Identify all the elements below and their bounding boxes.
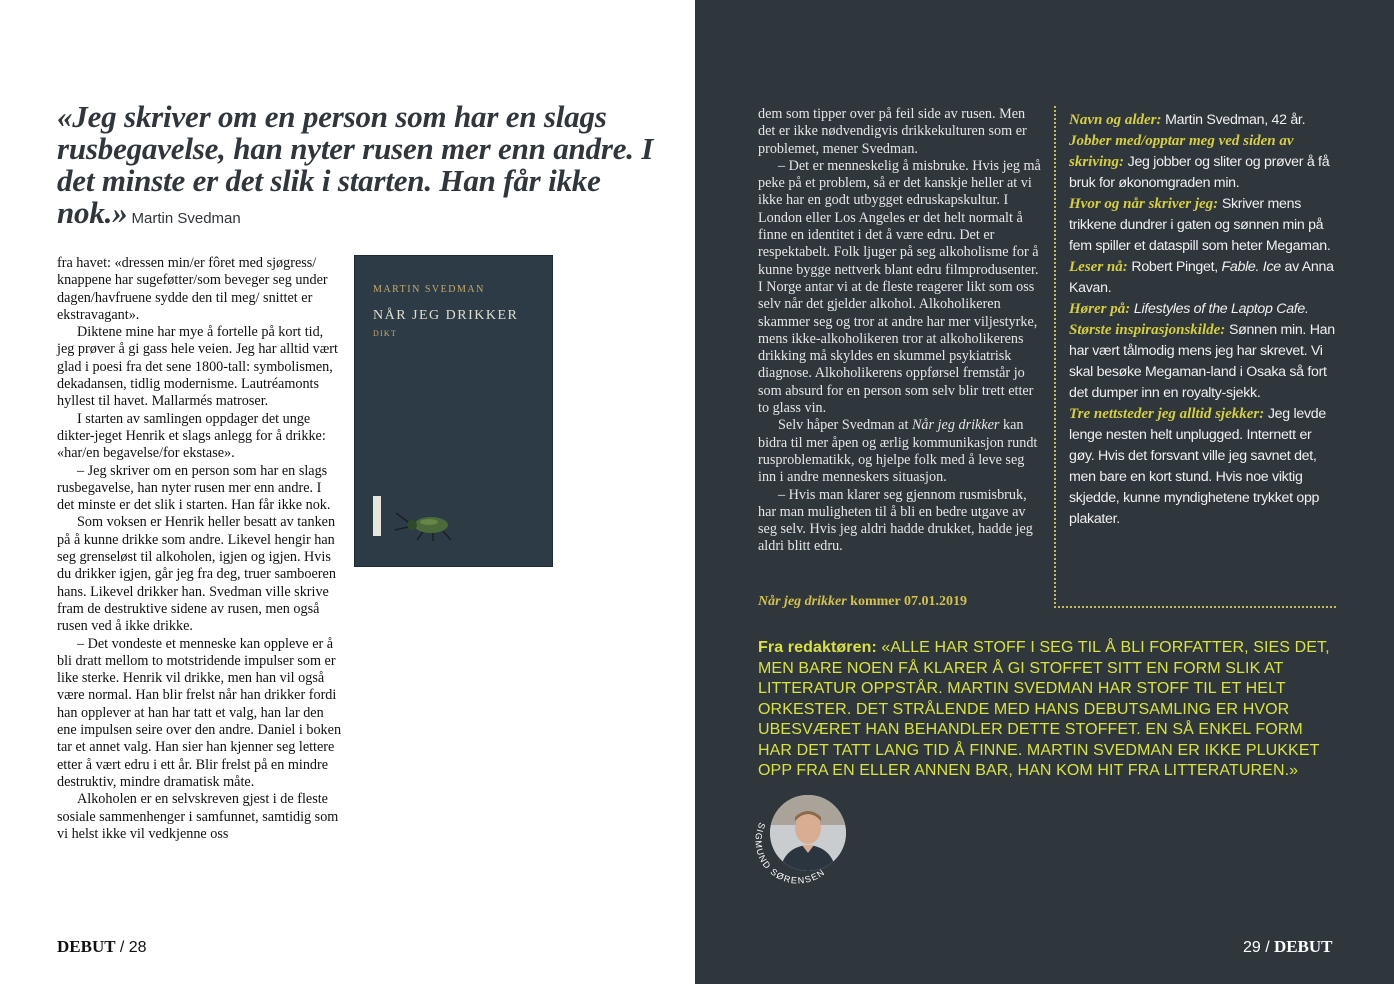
fact-value: Sønnen min. Han har vært tålmodig mens jeg har skrevet. Vi skal besøke Megaman-land i Osaka så fort det dumper inn en royalty-sjekk. bbox=[1069, 322, 1335, 401]
fact-value: Lifestyles of the Laptop Cafe. bbox=[1130, 301, 1309, 317]
footer-brand: DEBUT bbox=[1273, 937, 1333, 956]
fact-inspiration bbox=[1069, 320, 1339, 404]
fact-label: Navn og alder: bbox=[1069, 112, 1162, 128]
book-title: NÅR JEG DRIKKER bbox=[373, 308, 519, 323]
paragraph: I starten av samlingen oppdager det unge dikter-jeget Henrik et slags anlegg for å drikke: «har/en begavelse/for ekstase». bbox=[57, 410, 326, 462]
paragraph: fra havet: «dressen min/er fôret med sjøgress/ knappene har sugeføtter/som beveger seg under dagen/havfruene sydde den til meg/ snittet er ekstravagant». bbox=[57, 255, 328, 323]
pull-quote bbox=[57, 101, 657, 235]
fact-name bbox=[1069, 110, 1339, 131]
footer-brand: DEBUT bbox=[57, 937, 116, 956]
fact-value: Martin Svedman, 42 år. bbox=[1161, 112, 1306, 128]
fact-value: Jeg jobber og sliter og prøver å få bruk for økonomgraden min. bbox=[1069, 154, 1330, 191]
editor-note bbox=[758, 638, 1338, 782]
paragraph-text: kan bidra til mer åpen og ærlig kommunikasjon rundt rusproblematikk, og hjelpe folk med å leve seg inn i andre menneskers situasjon. bbox=[758, 417, 1038, 486]
paragraph: Alkoholen er en selvskreven gjest i de fleste sosiale sammenhenger i samfunnet, samtidig som vi helst ikke vil vedkjenne oss bbox=[57, 791, 339, 842]
fact-label: Største inspirasjonskilde: bbox=[1069, 322, 1226, 338]
fact-value: Jeg levde lenge nesten helt unplugged. Internett er gøy. Hvis det forsvant ville jeg savnet det, men bare en kort stund. Hvis noe viktig skjedde, kunne myndighetene trykket opp plakater. bbox=[1069, 406, 1326, 527]
publisher-logo bbox=[373, 496, 381, 536]
paragraph: Diktene mine har mye å fortelle på kort tid, jeg prøver å gi gass hele veien. Jeg har alltid vært glad i poesi fra det sene 1800-tall: symbolismen, dekadansen, tidlig modernisme. Lautréamonts hyllest til havet. Mallarmés matroser. bbox=[57, 324, 338, 410]
beetle-icon bbox=[393, 508, 463, 542]
fact-label: Hvor og når skriver jeg: bbox=[1069, 196, 1219, 212]
release-title: Når jeg drikker bbox=[758, 594, 847, 609]
page-number: / 28 bbox=[119, 939, 147, 956]
fact-label: Jobber med/opptar meg ved siden av skriving: bbox=[1069, 133, 1294, 170]
pull-quote-text: «Jeg skriver om en person som har en slags rusbegavelse, han nyter rusen mer enn andre. I det minste er det slik i starten. Han får ikke nok.» bbox=[57, 99, 654, 230]
fact-sites bbox=[1069, 404, 1339, 530]
paragraph: – Det vondeste et menneske kan oppleve er å bli dratt mellom to motstridende impulser som er like sterke. Henrik vil drikke, men han vil også være normal. Han blir frelst når han drikker fordi han opplever at han har tatt et valg, han lar den ene impulsen seire over den andre. Daniel i boken tar et annet valg. Han sier han kjenner seg lettere etter å vært edru i ett år. Blir frelst på en mindre destruktiv, mindre dramatisk måte. bbox=[57, 635, 342, 790]
paragraph-text: Selv håper Svedman at bbox=[778, 417, 912, 434]
paragraph: – Det er menneskelig å misbruke. Hvis jeg må peke på et problem, så er det kanskje heller at vi ikke har en godt utbygget edruskapskultur. I London eller Los Angeles er det helt normalt å finne en identitet i det å være edru. Det er respektabelt. Folk ljuger på seg alkoholisme for å kunne bygge nettverk blant edru filmprodusenter. I Norge antar vi at de fleste reagerer likt som oss selv når det gjelder alkohol. Alkoholikeren skammer seg og tror at andre har mer viljestyrke, mens ikke-alkoholikeren tror at alkoholikerens drikking må skyldes en skummel psykiatrisk diagnose. Alkoholikerens oppførsel fremstår jo som absurd for en person som selv blir trett etter to glass vin. bbox=[758, 157, 1041, 417]
fact-listens bbox=[1069, 299, 1339, 320]
paragraph: – Jeg skriver om en person som har en slags rusbegavelse, han nyter rusen mer enn andre. I det minste er det slik i starten. Han får ikke nok. bbox=[57, 462, 331, 514]
footer-left bbox=[57, 937, 147, 957]
paragraph: dem som tipper over på feil side av rusen. Men det er ikke nødvendigvis drikkekulturen som er problemet, mener Svedman. bbox=[758, 106, 1027, 157]
paragraph: – Hvis man klarer seg gjennom rusmisbruk, har man muligheten til å bli en bedre utgave av seg selv. Hvis jeg aldri hadde drukket, hadde jeg aldri blitt edru. bbox=[758, 486, 1033, 555]
article-column-3 bbox=[758, 106, 1043, 556]
paragraph bbox=[758, 417, 1043, 486]
fact-box-divider bbox=[1054, 106, 1056, 608]
editor-label: Fra redaktøren: bbox=[758, 639, 877, 656]
fact-value: Robert Pinget, bbox=[1127, 259, 1222, 275]
fact-label: Tre nettsteder jeg alltid sjekker: bbox=[1069, 406, 1265, 422]
pull-quote-attribution: Martin Svedman bbox=[131, 210, 241, 227]
fact-label: Leser nå: bbox=[1069, 259, 1128, 275]
footer-right bbox=[1243, 937, 1333, 957]
fact-box bbox=[1069, 110, 1339, 530]
editor-name: SIGMUND SØRENSEN bbox=[753, 821, 828, 886]
fact-value: av Anna Kavan. bbox=[1069, 259, 1334, 296]
fact-reads bbox=[1069, 257, 1339, 299]
book-title-inline: Når jeg drikker bbox=[911, 417, 1000, 434]
fact-box-divider-bottom bbox=[1054, 606, 1336, 608]
release-note bbox=[758, 594, 967, 610]
page-number: 29 / bbox=[1243, 939, 1270, 956]
svg-text:SIGMUND SØRENSEN bbox=[753, 821, 827, 885]
photo-credit bbox=[748, 782, 852, 886]
fact-label: Hører på: bbox=[1069, 301, 1131, 317]
book-author: MARTIN SVEDMAN bbox=[373, 284, 485, 295]
fact-value: Skriver mens trikkene dundrer i gaten og sønnen min på fem spiller et dataspill som heter Megaman. bbox=[1069, 196, 1331, 254]
article-column-1 bbox=[57, 255, 342, 843]
book-cover bbox=[354, 255, 553, 567]
fact-job bbox=[1069, 131, 1339, 194]
fact-value-title: Fable. Ice bbox=[1221, 259, 1281, 275]
paragraph: Som voksen er Henrik heller besatt av tanken på å kunne drikke som andre. Likevel hengir han seg grenseløst til alkoholen, igjen og igjen. Hvis du drikker igjen, går jeg fra deg, truer samboeren hans. Likevel drikker han. Svedman ville skrive fram de destruktive sidene av rusen, men også rusen ved å ikke drikke. bbox=[57, 514, 336, 635]
release-date: kommer 07.01.2019 bbox=[846, 594, 967, 609]
fact-when bbox=[1069, 194, 1339, 257]
book-subtitle: DIKT bbox=[373, 329, 397, 338]
editor-text: «ALLE HAR STOFF I SEG TIL Å BLI FORFATTER, SIES DET, MEN BARE NOEN FÅ KLARER Å GI STOFFET SITT EN FORM SLIK AT LITTERATUR OPPSTÅR. MARTIN SVEDMAN HAR STOFF TIL ET HELT ORKESTER. DET STRÅLENDE MED HANS DEBUTSAMLING ER HVOR UBESVÆRET HAN BEHANDLER DETTE STOFFET. EN SÅ ENKEL FORM HAR DET TATT LANG TID Å FINNE. MARTIN SVEDMAN ER IKKE PLUKKET OPP FRA EN ELLER ANNEN BAR, HAN KOM HIT FRA LITTERATUREN.» bbox=[758, 639, 1330, 779]
